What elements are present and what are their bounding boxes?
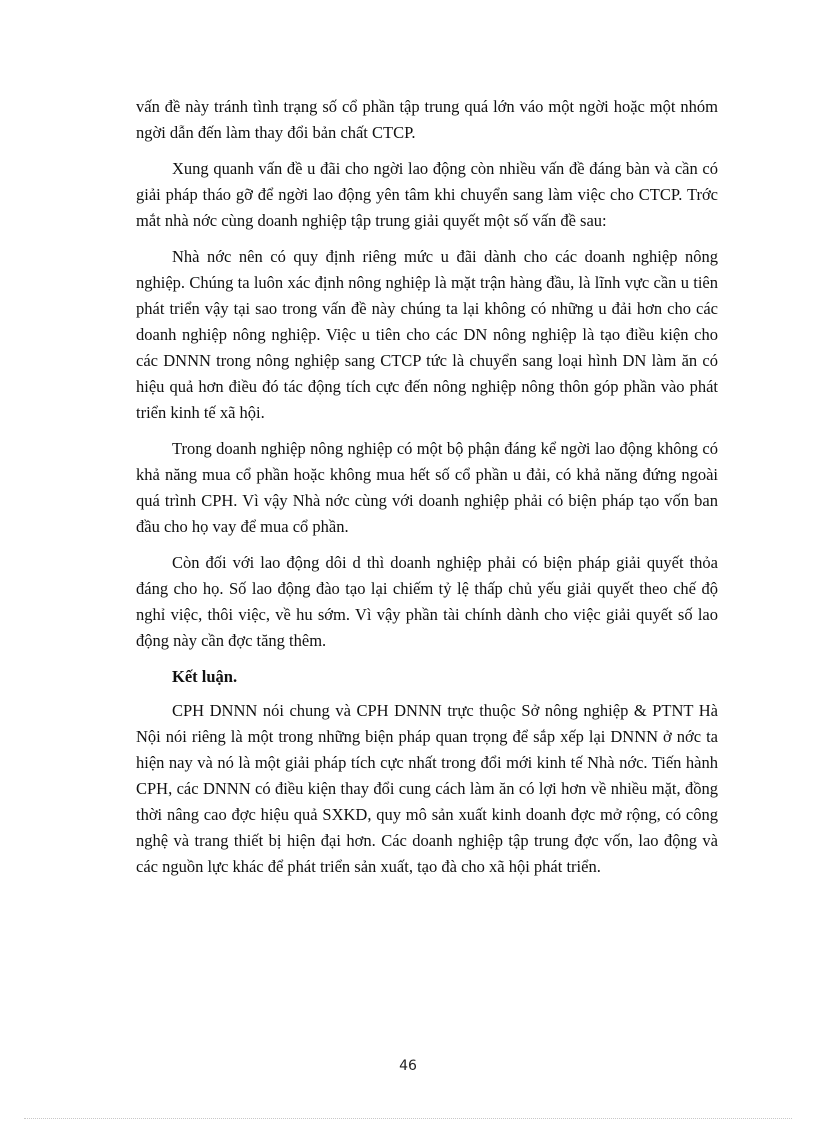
paragraph-share-purchase-support: Trong doanh nghiệp nông nghiệp có một bộ phận đáng kể ngời lao động không có khả năng mua cổ phần hoặc không mua hết số cổ phần u đải, có khả năng đứng ngoài quá trình CPH. Vì vậy Nhà nớc cùng với doanh nghiệp phải có biện pháp tạo vốn ban đầu cho họ vay để mua cổ phần. [136,439,718,536]
page-number: 46 [399,1058,417,1074]
paragraph-agriculture-incentives: Nhà nớc nên có quy định riêng mức u đãi dành cho các doanh nghiệp nông nghiệp. Chúng ta luôn xác định nông nghiệp là mặt trận hàng đầu, là lĩnh vực cần u tiên phát triển vậy tại sao trong vấn đề này chúng ta lại không có những u đải hơn cho các doanh nghiệp nông nghiệp. Việc u tiên cho các DN nông nghiệp là tạo điều kiện cho các DNNN trong nông nghiệp sang CTCP tức là chuyển sang loại hình DN làm ăn có hiệu quả hơn điều đó tác động tích cực đến nông nghiệp nông thôn góp phần vào phát triển kinh tế xã hội. [136,247,718,422]
paragraph-worker-incentives: Xung quanh vấn đề u đãi cho ngời lao động còn nhiều vấn đề đáng bàn và cần có giải pháp tháo gỡ để ngời lao động yên tâm khi chuyển sang làm việc cho CTCP. Trớc mắt nhà nớc cùng doanh nghiệp tập trung giải quyết một số vấn đề sau: [136,159,718,230]
paragraph-surplus-labor: Còn đối với lao động dôi d thì doanh nghiệp phải có biện pháp giải quyết thỏa đáng cho họ. Số lao động đào tạo lại chiếm tỷ lệ thấp chủ yếu giải quyết theo chế độ nghỉ việc, thôi việc, về hu sớm. Vì vậy phần tài chính dành cho việc giải quyết số lao động này cần đợc tăng thêm. [136,553,718,650]
paragraph-continuation: vấn đề này tránh tình trạng số cổ phần tập trung quá lớn váo một ngời hoặc một nhóm ngời dẫn đến làm thay đổi bản chất CTCP. [136,97,718,142]
footer-divider [24,1118,792,1119]
document-body [136,94,718,890]
conclusion-heading: Kết luận. [172,667,238,686]
paragraph-conclusion: CPH DNNN nói chung và CPH DNNN trực thuộc Sở nông nghiệp & PTNT Hà Nội nói riêng là một trong những biện pháp quan trọng để sắp xếp lại DNNN ở nớc ta hiện nay và nó là một giải pháp tích cực nhất trong đổi mới kinh tế Nhà nớc. Tiến hành CPH, các DNNN có điều kiện thay đổi cung cách làm ăn có lợi hơn về nhiều mặt, đồng thời nâng cao đợc hiệu quả SXKD, quy mô sản xuất kinh doanh đợc mở rộng, có công nghệ và trang thiết bị hiện đại hơn. Các doanh nghiệp tập trung đợc vốn, lao động và các nguồn lực khác để phát triển sản xuất, tạo đà cho xã hội phát triển. [136,701,718,876]
